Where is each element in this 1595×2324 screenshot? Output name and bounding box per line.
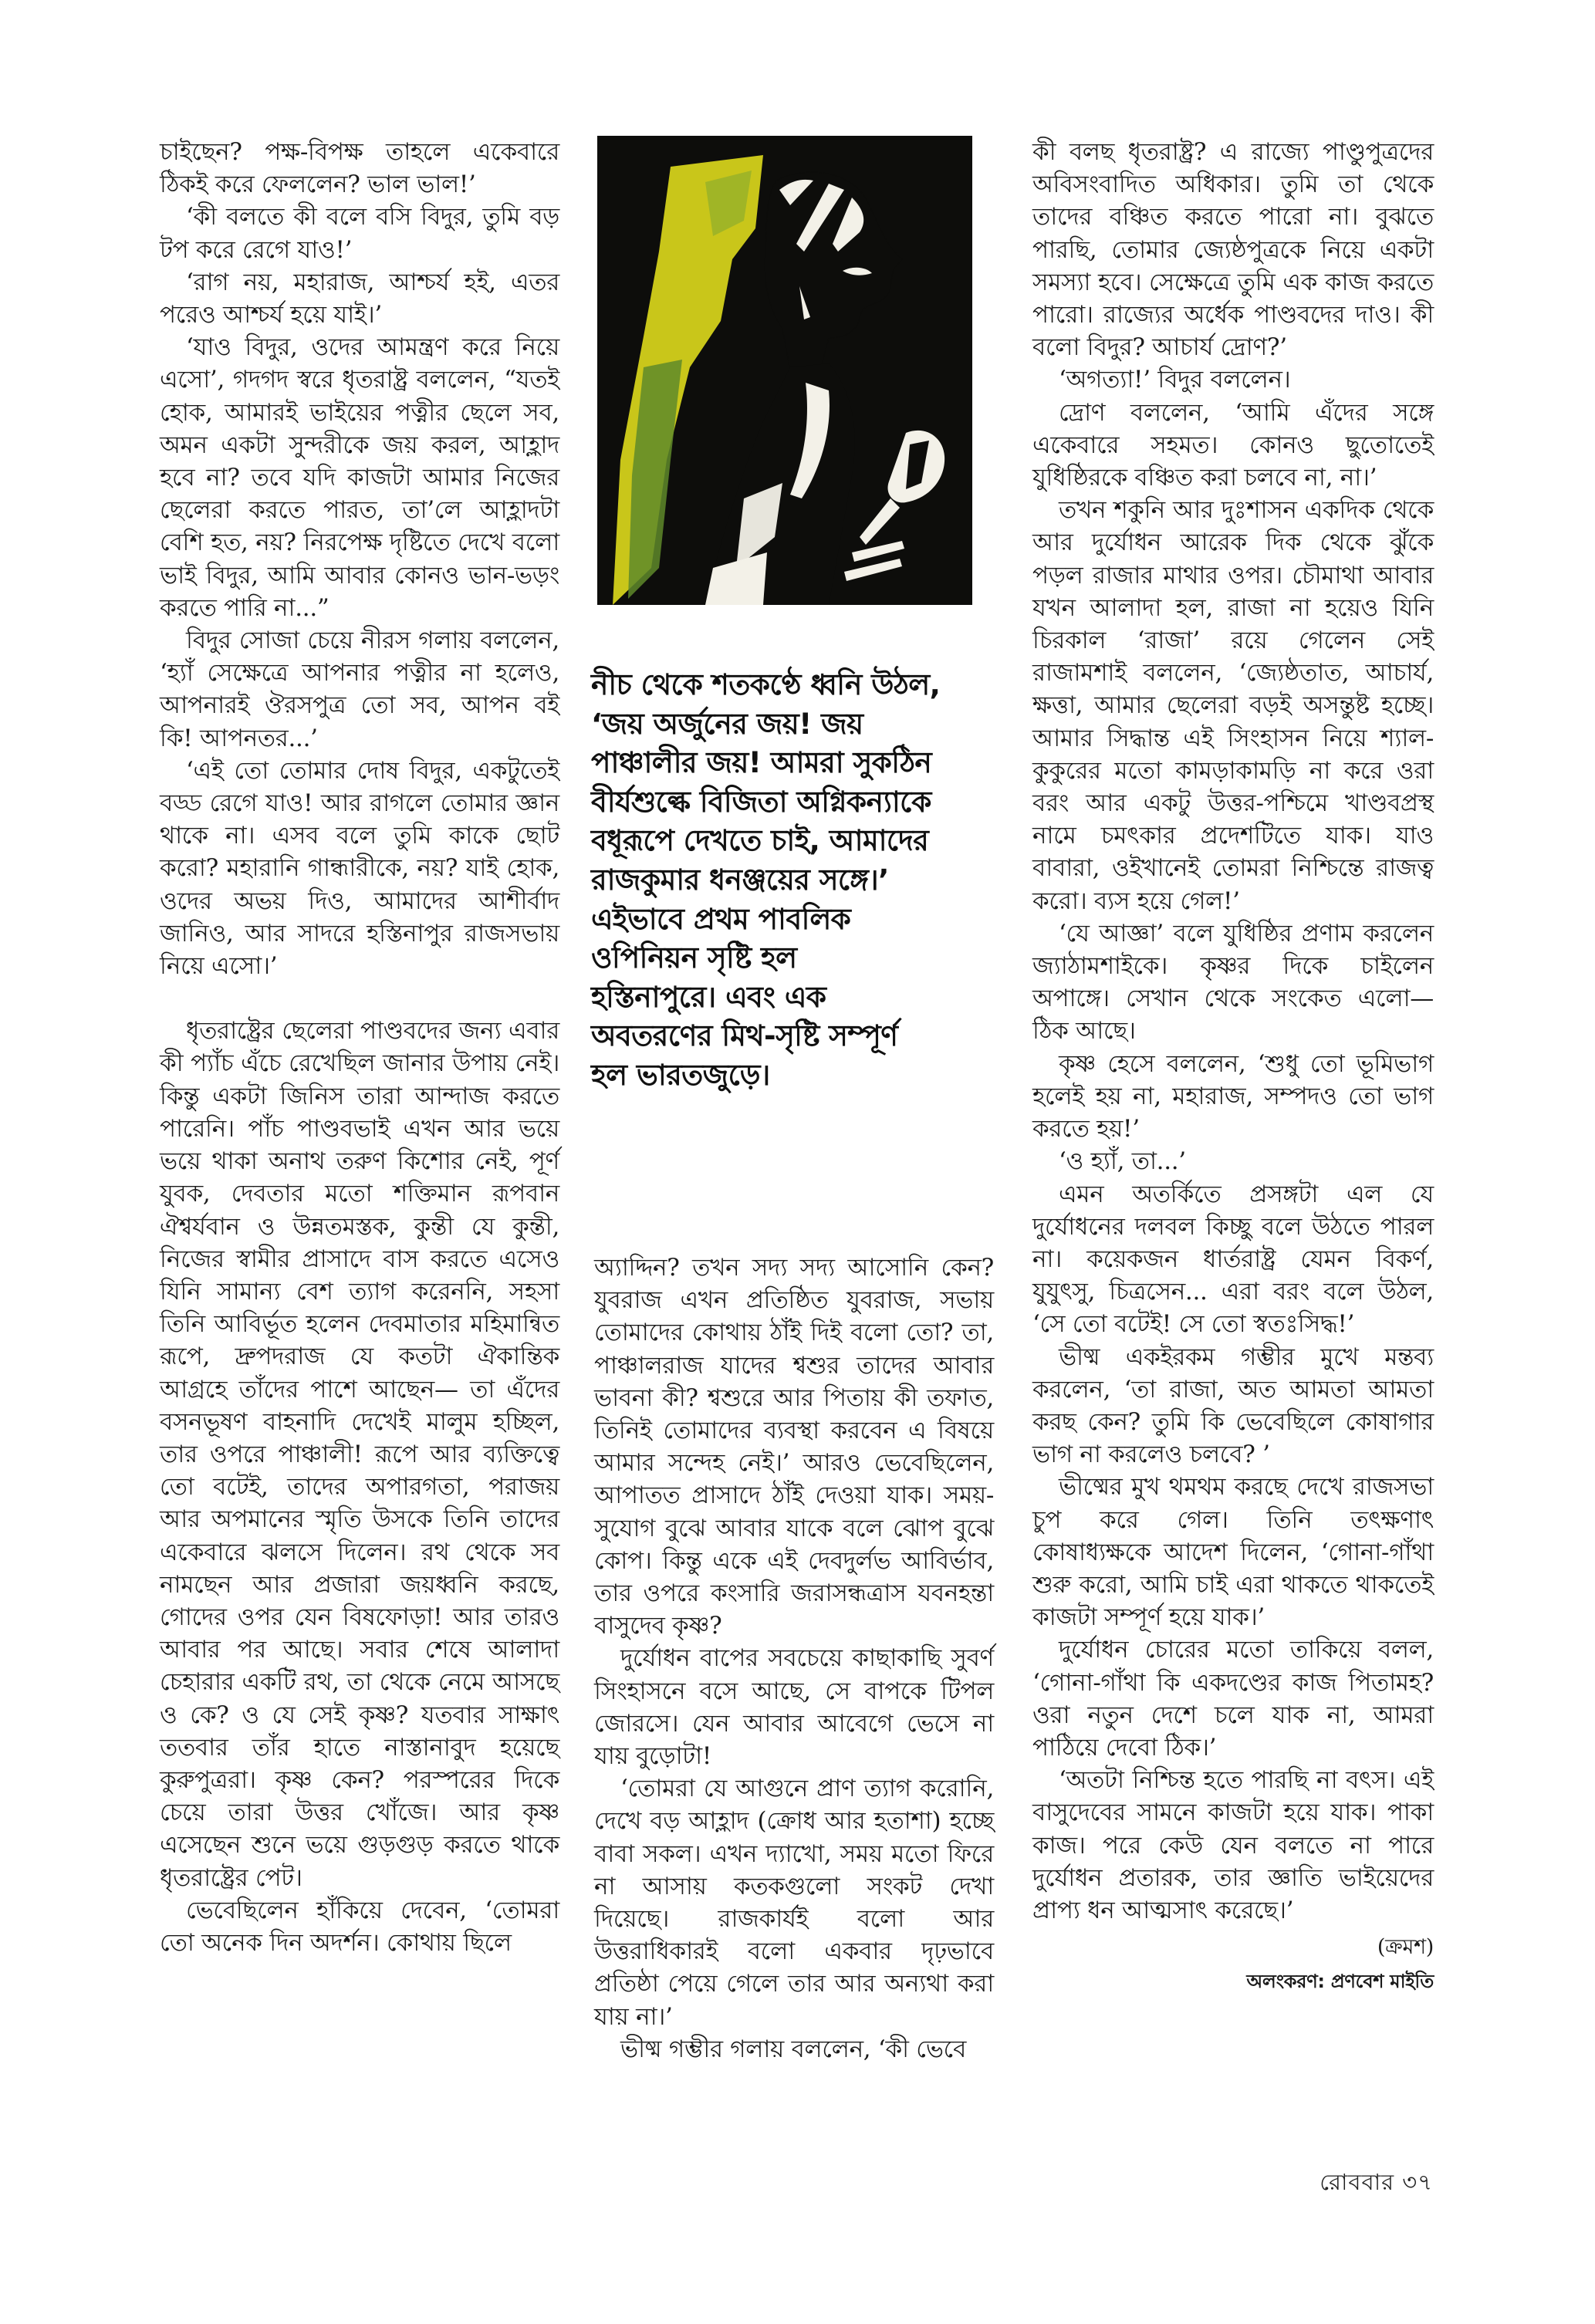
paragraph: ‘যে আজ্ঞা’ বলে যুধিষ্ঠির প্রণাম করলেন জ্যাঠামশাইকে। কৃষ্ণর দিকে চাইলেন অপাঙ্গে। সেখান থেকে সংকেত এলো— ঠিক আছে। [1032,919,1434,1045]
paragraph: ভেবেছিলেন হাঁকিয়ে দেবেন, ‘তোমরা তো অনেক দিন অদর্শন। কোথায় ছিলে [160,1896,559,1957]
paragraph: ‘অতটা নিশ্চিন্ত হতে পারছি না বৎস। এই বাসুদেবের সামনে কাজটা হয়ে যাক। পাকা কাজ। পরে কেউ যেন বলতে না পারে দুর্যোধন প্রতারক, তার জ্ঞাতি ভাইয়েদের প্রাপ্য ধন আত্মসাৎ করেছে।’ [1032,1766,1434,1924]
paragraph: অ্যাদ্দিন? তখন সদ্য সদ্য আসোনি কেন? যুবরাজ এখন প্রতিষ্ঠিত যুবরাজ, সভায় তোমাদের কোথায় ঠাঁই দিই বলো তো? তা, পাঞ্চালরাজ যাদের শ্বশুর তাদের আবার ভাবনা কী? শ্বশুরে আর পিতায় কী তফাত, তিনিই তোমাদের ব্যবস্থা করবেন এ বিষয়ে আমার সন্দেহ নেই।’ আরও ভেবেছিলেন, আপাতত প্রাসাদে ঠাঁই দেওয়া যাক। সময়-সুযোগ বুঝে আবার যাকে বলে ঝোপ বুঝে কোপ। কিন্তু একে এই দেবদুর্লভ আবির্ভাব, তার ওপরে কংসারি জরাসন্ধত্রাস যবনহন্তা বাসুদেব কৃষ্ণ? [594,1254,994,1640]
paragraph: চাইছেন? পক্ষ-বিপক্ষ তাহলে একেবারে ঠিকই করে ফেললেন? ভাল ভাল!’ [160,138,559,199]
page-footer [1320,2165,1433,2203]
paragraph: তখন শকুনি আর দুঃশাসন একদিক থেকে আর দুর্যোধন আরেক দিক থেকে ঝুঁকে পড়ল রাজার মাথার ওপর। চৌমাথা আবার যখন আলাদা হল, রাজা না হয়েও যিনি চিরকাল ‘রাজা’ রয়ে গেলেন সেই রাজামশাই বললেন, ‘জ্যেষ্ঠতাত, আচার্য, ক্ষত্তা, আমার ছেলেরা বড়ই অসন্তুষ্ট হচ্ছে। আমার সিদ্ধান্ত এই সিংহাসন নিয়ে শ্যাল-কুকুরের মতো কামড়াকামড়ি না করে ওরা বরং আর একটু উত্তর-পশ্চিমে খাণ্ডবপ্রস্থ নামে চমৎকার প্রদেশটিতে যাক। যাও বাবারা, ওইখানেই তোমরা নিশ্চিন্তে রাজত্ব করো। ব্যস হয়ে গেল!’ [1032,496,1434,915]
paragraph: ভীষ্ম একইরকম গম্ভীর মুখে মন্তব্য করলেন, ‘তা রাজা, অত আমতা আমতা করছ কেন? তুমি কি ভেবেছিলে কোষাগার ভাগ না করলেও চলবে? ’ [1032,1343,1434,1469]
magazine-name: রোববার [1320,2169,1395,2195]
pull-quote-line: ওপিনিয়ন সৃষ্টি হল [591,941,797,975]
right-column [1032,136,1434,1998]
paragraph: ‘অগত্যা!’ বিদুর বললেন। [1059,366,1291,394]
left-column [160,136,559,1959]
pull-quote-line: ‘জয় অর্জুনের জয়! জয় [591,706,863,741]
paragraph: দুর্যোধন বাপের সবচেয়ে কাছাকাছি সুবর্ণ সিংহাসনে বসে আছে, সে বাপকে টিপল জোরসে। যেন আবার আবেগে ভেসে না যায় বুড়োটা! [594,1644,994,1771]
paragraph: ভীষ্ম গম্ভীর গলায় বললেন, ‘কী ভেবে [620,2035,967,2063]
draupadi-figure-illustration [597,136,972,605]
paragraph: দ্রোণ বললেন, ‘আমি এঁদের সঙ্গে একেবারে সহমত। কোনও ছুতোতেই যুধিষ্ঠিরকে বঞ্চিত করা চলবে না, না।’ [1032,398,1434,492]
pull-quote [591,665,994,1095]
pull-quote-line: রাজকুমার ধনঞ্জয়ের সঙ্গে।’ [591,862,889,897]
pull-quote-line: এইভাবে প্রথম পাবলিক [591,901,851,936]
paragraph: ভীষ্মের মুখ থমথম করছে দেখে রাজসভা চুপ করে গেল। তিনি তৎক্ষণাৎ কোষাধ্যক্ষকে আদেশ দিলেন, ‘গোনা-গাঁথা শুরু করো, আমি চাই এরা থাকতে থাকতেই কাজটা সম্পূর্ণ হয়ে যাক।’ [1032,1473,1434,1632]
continued-label: (ক্রমশ) [1377,1935,1434,1960]
pull-quote-line: বীর্যশুল্কে বিজিতা অগ্নিকন্যাকে [591,784,931,819]
middle-column [594,1252,994,2066]
illustration-credit: অলংকরণ: প্রণবেশ মাইতি [1246,1971,1434,1993]
paragraph: ‘রাগ নয়, মহারাজ, আশ্চর্য হই, এতর পরেও আশ্চর্য হয়ে যাই।’ [160,268,559,329]
paragraph: কৃষ্ণ হেসে বললেন, ‘শুধু তো ভূমিভাগ হলেই হয় না, মহারাজ, সম্পদও তো ভাগ করতে হয়!’ [1032,1049,1434,1143]
paragraph: ‘ও হ্যাঁ, তা...’ [1059,1147,1186,1176]
pull-quote-line: পাঞ্চালীর জয়! আমরা সুকঠিন [591,745,932,780]
paragraph: দুর্যোধন চোরের মতো তাকিয়ে বলল, ‘গোনা-গাঁথা কি একদণ্ডের কাজ পিতামহ? ওরা নতুন দেশে চলে যাক না, আমরা পাঠিয়ে দেবো ঠিক।’ [1032,1636,1434,1762]
paragraph: বিদুর সোজা চেয়ে নীরস গলায় বললেন, ‘হ্যাঁ সেক্ষেত্রে আপনার পত্নীর না হলেও, আপনারই ঔরসপুত্র তো সব, আপন বই কি! আপনতর...’ [160,627,559,752]
pull-quote-line: হস্তিনাপুরে। এবং এক [591,979,826,1014]
paragraph: ধৃতরাষ্ট্রের ছেলেরা পাণ্ডবদের জন্য এবার কী প্যাঁচ এঁচে রেখেছিল জানার উপায় নেই। কিন্তু একটা জিনিস তারা আন্দাজ করতে পারেনি। পাঁচ পাণ্ডবভাই এখন আর ভয়ে ভয়ে থাকা অনাথ তরুণ কিশোর নেই, পূর্ণ যুবক, দেবতার মতো শক্তিমান রূপবান ঐশ্বর্যবান ও উন্নতমস্তক, কুন্তী যে কুন্তী, নিজের স্বামীর প্রাসাদে বাস করতে এসেও যিনি সামান্য বেশ ত্যাগ করেননি, সহসা তিনি আবির্ভূত হলেন দেবমাতার মহিমান্বিত রূপে, দ্রুপদরাজ যে কতটা ঐকান্তিক আগ্রহে তাঁদের পাশে আছেন— তা এঁদের বসনভূষণ বাহনাদি দেখেই মালুম হচ্ছিল, তার ওপরে পাঞ্চালী! রূপে আর ব্যক্তিত্বে তো বটেই, তাদের অপারগতা, পরাজয় আর অপমানের স্মৃতি উসকে তিনি তাদের একেবারে ঝলসে দিলেন। রথ থেকে সব নামছেন আর প্রজারা জয়ধ্বনি করছে, গোদের ওপর যেন বিষফোড়া! আর তারও আবার পর আছে। সবার শেষে আলাদা চেহারার একটি রথ, তা থেকে নেমে আসছে ও কে? ও যে সেই কৃষ্ণ? যতবার সাক্ষাৎ ততবার তাঁর হাতে নাস্তানাবুদ হয়েছে কুরুপুত্ররা। কৃষ্ণ কেন? পরস্পরের দিকে চেয়ে তারা উত্তর খোঁজে। আর কৃষ্ণ এসেছেন শুনে ভয়ে গুড়গুড় করতে থাকে ধৃতরাষ্ট্রের পেট। [160,1017,559,1892]
illustration [597,136,972,605]
paragraph: ‘তোমরা যে আগুনে প্রাণ ত্যাগ করোনি, দেখে বড় আহ্লাদ (ক্রোধ আর হতাশা) হচ্ছে বাবা সকল। এখন দ্যাখো, সময় মতো ফিরে না আসায় কতকগুলো সংকট দেখা দিয়েছে। রাজকার্যই বলো আর উত্তরাধিকারই বলো একবার দৃঢ়ভাবে প্রতিষ্ঠা পেয়ে গেলে তার আর অন্যথা করা যায় না।’ [594,1775,994,2031]
pull-quote-line: বধূরূপে দেখতে চাই, আমাদের [591,823,929,858]
pull-quote-line: নীচ থেকে শতকণ্ঠে ধ্বনি উঠল, [591,667,941,701]
paragraph: ‘যাও বিদুর, ওদের আমন্ত্রণ করে নিয়ে এসো’, গদগদ স্বরে ধৃতরাষ্ট্র বললেন, “যতই হোক, আমারই ভাইয়ের পত্নীর ছেলে সব, অমন একটা সুন্দরীকে জয় করল, আহ্লাদ হবে না? তবে যদি কাজটা আমার নিজের ছেলেরা করতে পারত, তা’লে আহ্লাদটা বেশি হত, নয়? নিরপেক্ষ দৃষ্টিতে দেখে বলো ভাই বিদুর, আমি আবার কোনও ভান-ভড়ং করতে পারি না...” [160,333,559,622]
paragraph: ‘কী বলতে কী বলে বসি বিদুর, তুমি বড় টপ করে রেগে যাও!’ [160,203,559,264]
page-number: ৩৭ [1402,2169,1433,2195]
pull-quote-line: হল ভারতজুড়ে। [591,1057,770,1092]
pull-quote-line: অবতরণের মিথ-সৃষ্টি সম্পূর্ণ [591,1018,898,1053]
paragraph: এমন অতর্কিতে প্রসঙ্গটা এল যে দুর্যোধনের দলবল কিচ্ছু বলে উঠতে পারল না। কয়েকজন ধার্তরাষ্ট্র যেমন বিকর্ণ, যুযুৎসু, চিত্রসেন... এরা বরং বলে উঠল, ‘সে তো বটেই! সে তো স্বতঃসিদ্ধ!’ [1032,1180,1434,1339]
paragraph: কী বলছ ধৃতরাষ্ট্র? এ রাজ্যে পাণ্ডুপুত্রদের অবিসংবাদিত অধিকার। তুমি তা থেকে তাদের বঞ্চিত করতে পারো না। বুঝতে পারছি, তোমার জ্যেষ্ঠপুত্রকে নিয়ে একটা সমস্যা হবে। সেক্ষেত্রে তুমি এক কাজ করতে পারো। রাজ্যের অর্ধেক পাণ্ডবদের দাও। কী বলো বিদুর? আচার্য দ্রোণ?’ [1032,138,1434,362]
paragraph: ‘এই তো তোমার দোষ বিদুর, একটুতেই বড্ড রেগে যাও! আর রাগলে তোমার জ্ঞান থাকে না। এসব বলে তুমি কাকে ছোট করো? মহারানি গান্ধারীকে, নয়? যাই হোক, ওদের অভয় দিও, আমাদের আশীর্বাদ জানিও, আর সাদরে হস্তিনাপুর রাজসভায় নিয়ে এসো।’ [160,756,559,981]
